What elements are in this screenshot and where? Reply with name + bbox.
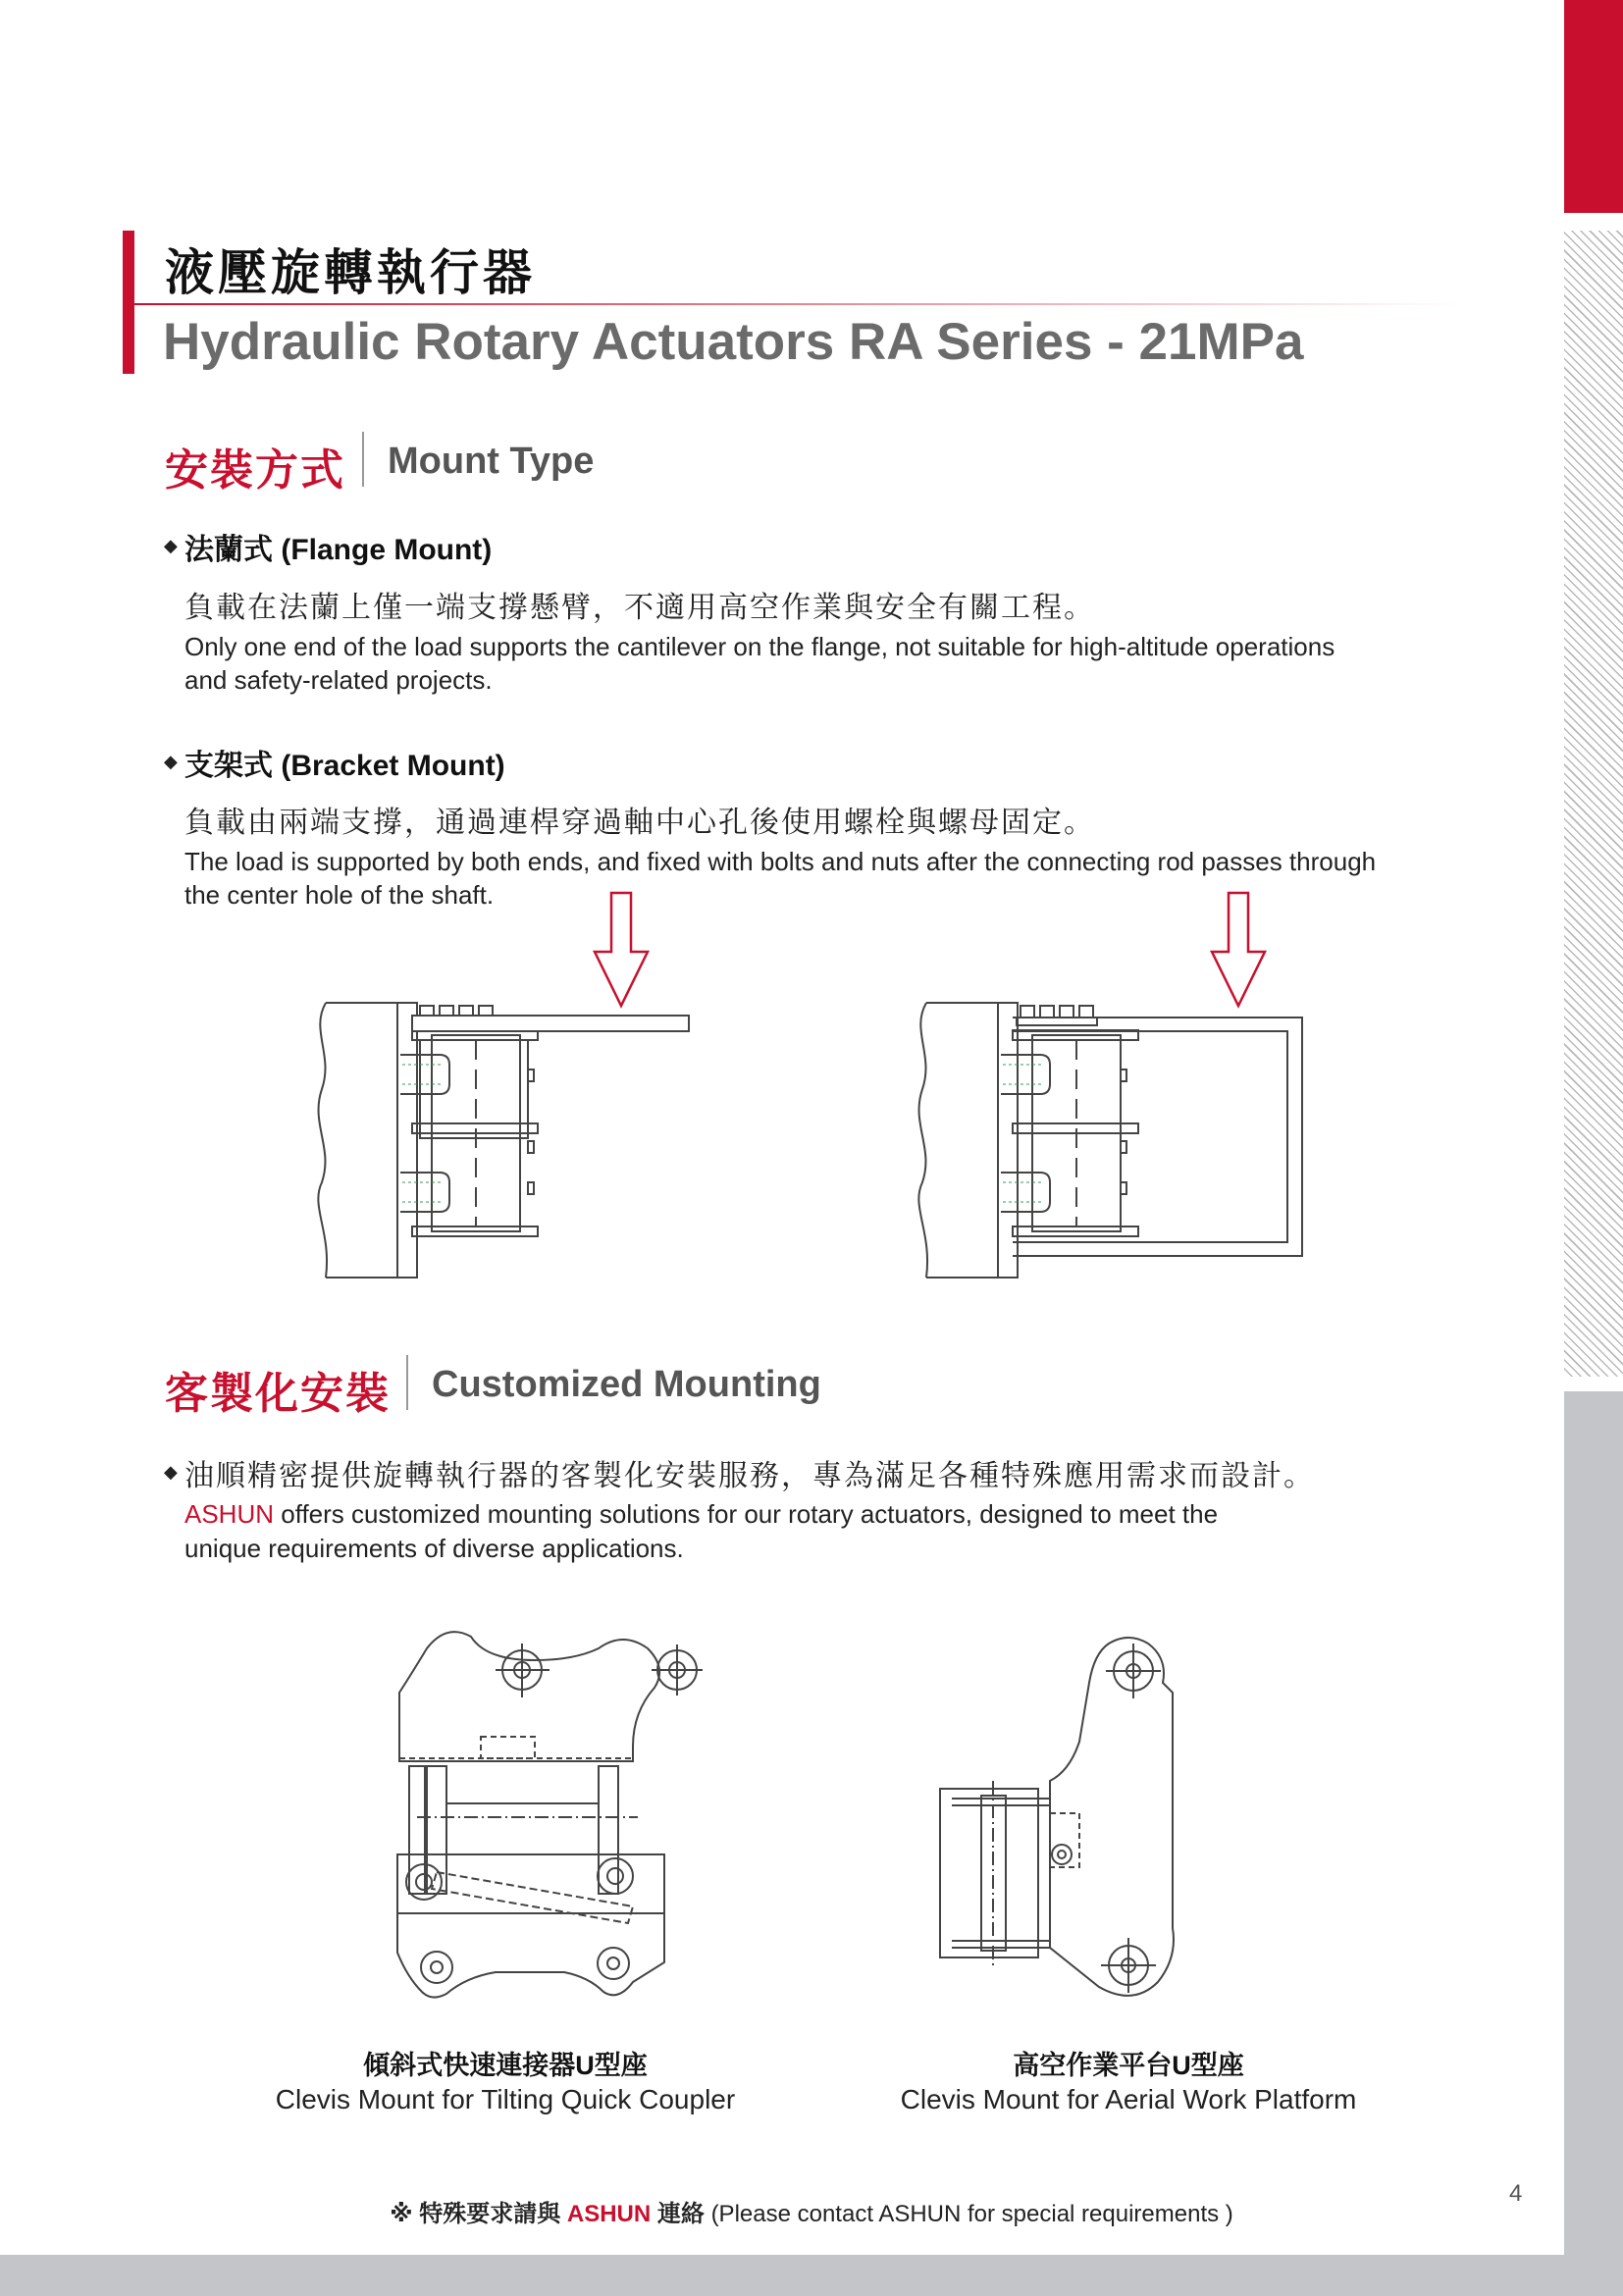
side-red-tab	[1564, 0, 1623, 213]
brand-name: ASHUN	[184, 1499, 275, 1529]
footer-note: ※ 特殊要求請與 ASHUN 連絡 (Please contact ASHUN for special requirements )	[390, 2201, 1233, 2227]
customized-desc-en-1: ASHUN offers customized mounting solutions for our rotary actuators, designed to meet the	[184, 1499, 1219, 1529]
diamond-bullet-icon: ◆	[164, 1462, 178, 1482]
bracket-desc-en-2: the center hole of the shaft.	[184, 880, 495, 910]
flange-title: 法蘭式 (Flange Mount)	[184, 534, 493, 566]
mount-type-heading-en: Mount Type	[388, 441, 595, 482]
page-title-en: Hydraulic Rotary Actuators RA Series - 21MPa	[163, 313, 1304, 371]
flange-desc-zh: 負載在法蘭上僅一端支撐懸臂，不適用高空作業與安全有關工程。	[184, 592, 1095, 624]
coupler-lug-hole-2	[648, 1641, 707, 1699]
bracket-title: 支架式 (Bracket Mount)	[184, 750, 505, 782]
flange-desc-en-2: and safety-related projects.	[184, 665, 493, 695]
caption-coupler-zh: 傾斜式快速連接器U型座	[363, 2051, 648, 2080]
caption-coupler-en: Clevis Mount for Tilting Quick Coupler	[275, 2084, 736, 2114]
header-accent-bar	[123, 231, 134, 374]
side-grey-strip	[1564, 1391, 1623, 2296]
heading-separator	[406, 1355, 408, 1410]
page-number: 4	[1509, 2180, 1523, 2207]
customized-heading-en: Customized Mounting	[432, 1364, 821, 1405]
footer-brand: ASHUN	[566, 2201, 652, 2227]
side-hatch-strip	[1564, 231, 1623, 1377]
caption-platform-en: Clevis Mount for Aerial Work Platform	[900, 2084, 1357, 2114]
bottom-grey-band	[0, 2255, 1623, 2296]
page-title-zh: 液壓旋轉執行器	[165, 245, 536, 300]
customized-heading-zh: 客製化安裝	[165, 1370, 391, 1418]
flange-mount-drawing	[314, 883, 707, 1285]
mount-type-heading-zh: 安裝方式	[165, 446, 345, 495]
heading-separator	[362, 432, 364, 487]
aerial-platform-clevis-drawing	[932, 1634, 1197, 2016]
diamond-bullet-icon: ◆	[164, 536, 178, 555]
bracket-desc-en-1: The load is supported by both ends, and fixed with bolts and nuts after the connecting rod passes through	[184, 847, 1377, 876]
customized-desc-zh: 油順精密提供旋轉執行器的客製化安裝服務，專為滿足各種特殊應用需求而設計。	[184, 1460, 1315, 1492]
caption-platform-zh: 高空作業平台U型座	[1013, 2051, 1244, 2080]
bracket-desc-zh: 負載由兩端支撐，通過連桿穿過軸中心孔後使用螺栓與螺母固定。	[184, 807, 1095, 839]
diamond-bullet-icon: ◆	[164, 752, 178, 771]
customized-desc-en-2: unique requirements of diverse applications.	[184, 1534, 684, 1563]
flange-desc-en-1: Only one end of the load supports the cantilever on the flange, not suitable for high-altitude operations	[184, 632, 1335, 661]
bracket-mount-drawing	[915, 883, 1327, 1285]
